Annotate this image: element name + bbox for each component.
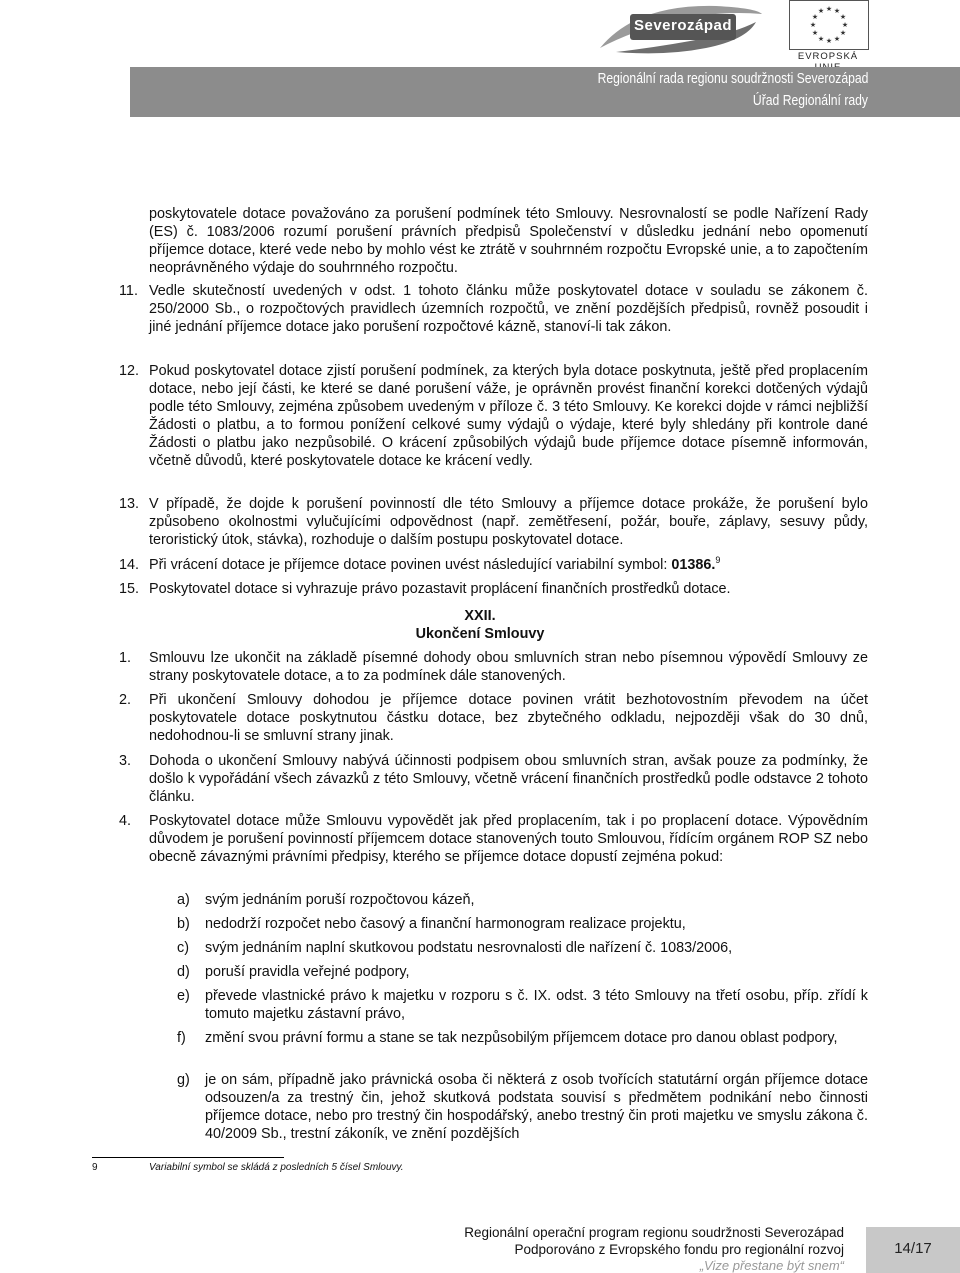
svg-text:★: ★ xyxy=(839,13,847,21)
eu-flag-icon xyxy=(789,0,869,50)
header-bar xyxy=(130,67,960,117)
svg-text:★: ★ xyxy=(825,5,833,13)
svg-text:★: ★ xyxy=(811,13,819,21)
footer-fund: Podporováno z Evropského fondu pro regionální rozvoj xyxy=(514,1242,844,1257)
subitem-label: c) xyxy=(177,940,189,956)
page-number-box xyxy=(866,1227,960,1273)
svg-text:★: ★ xyxy=(841,21,849,29)
footnote-text: Variabilní symbol se skládá z posledních 5 čísel Smlouvy. xyxy=(149,1162,404,1173)
footnote-number: 9 xyxy=(92,1162,98,1173)
subitem-text: svým jednáním poruší rozpočtovou kázeň, xyxy=(205,892,475,908)
item-text: Pokud poskytovatel dotace zjistí porušení podmínek, za kterých byla dotace poskytnuta, ještě před proplacením dotace, nebo její části, ke které se dané porušení váže, je oprávněn provést finanční korekci dotčených výdajů podle této Smlouvy, zejména způsobem uvedeným v příloze č. 3 této Smlouvy. Ke korekci dojde v rámci nejbližší Žádosti o platbu, a to formou ponížení celkové sumy výdajů o výdaje, které byly shledány při kontrole dané Žádosti o platbu jako nezpůsobilé. O krácení způsobilých výdajů bude příjemce dotace písemně informován, včetně důvodů, které poskytovatele dotace ke krácení vedly. xyxy=(149,363,868,469)
item-text: Poskytovatel dotace si vyhrazuje právo pozastavit proplácení finančních prostředků dotace. xyxy=(149,581,731,597)
page-number: 14/17 xyxy=(894,1240,932,1257)
subitem-label: f) xyxy=(177,1030,186,1046)
subitem-text: je on sám, případně jako právnická osoba či některá z osob tvořících statutární orgán příjemce dotace odsouzen/a za trestný čin, jehož skutková podstata souvisí s předmětem podnikání nebo činnosti příjemce dotace, nebo pro trestný čin hospodářský, anebo trestný čin proti majetku ve smyslu zákona č. 40/2009 Sb., trestní zákoník, ve znění pozdějších xyxy=(205,1072,868,1142)
eu-logo xyxy=(786,0,870,62)
section-title: Ukončení Smlouvy xyxy=(415,626,545,642)
item-number: 4. xyxy=(119,813,132,829)
svg-text:★: ★ xyxy=(839,29,847,37)
item-text: Dohoda o ukončení Smlouvy nabývá účinnosti podpisem obou smluvních stran, avšak pouze za podmínky, že došlo k vypořádání všech závazků z této Smlouvy, včetně vrácení finančních prostředků podle odstavce 2 tohoto článku. xyxy=(149,753,868,805)
subitem-text: změní svou právní formu a stane se tak nezpůsobilým příjemcem dotace pro danou oblast podpory, xyxy=(205,1030,838,1046)
svg-text:★: ★ xyxy=(809,21,817,29)
subitem-label: g) xyxy=(177,1072,190,1088)
subitem-text: poruší pravidla veřejné podpory, xyxy=(205,964,410,980)
footnote-divider xyxy=(92,1157,284,1158)
svg-text:★: ★ xyxy=(825,37,833,45)
subitem-text: svým jednáním naplní skutkovou podstatu nesrovnalosti dle nařízení č. 1083/2006, xyxy=(205,940,733,956)
item-text: Vedle skutečností uvedených v odst. 1 tohoto článku může poskytovatel dotace v souladu se zákonem č. 250/2000 Sb., o rozpočtových pravidlech územních rozpočtů, ve znění pozdějších předpisů, rovněž posoudit i jiné jednání příjemce dotace jako porušení rozpočtové kázně, stanoví-li tak zákon. xyxy=(149,283,868,335)
item-number: 3. xyxy=(119,753,132,769)
section-number: XXII. xyxy=(464,608,496,624)
header-subtitle: Úřad Regionální rady xyxy=(752,93,868,109)
subitem-label: b) xyxy=(177,916,190,932)
subitem-text: převede vlastnické právo k majetku v rozporu s č. IX. odst. 3 této Smlouvy na třetí osobu, příp. zřídí k tomuto majetku zástavní právo, xyxy=(205,988,868,1022)
subitem-text: nedodrží rozpočet nebo časový a finanční harmonogram realizace projektu, xyxy=(205,916,686,932)
item-text: V případě, že dojde k porušení povinností dle této Smlouvy a příjemce dotace prokáže, že porušení bylo způsobeno okolnostmi vylučujícími odpovědnost (např. zemětřesení, požár, bouře, záplavy, sesuvy půdy, teroristický útok, stávka), rozhoduje o dalším postupu poskytovatel dotace. xyxy=(149,496,868,548)
svg-text:★: ★ xyxy=(811,29,819,37)
intro-paragraph: poskytovatele dotace považováno za porušení podmínek této Smlouvy. Nesrovnalostí se podle Nařízení Rady (ES) č. 1083/2006 rozumí porušení právních předpisů Společenství v důsledku jednání nebo opomenutí příjemce dotace, které vede nebo by mohlo vést ke ztrátě v souhrnném rozpočtu Evropské unie, a to započtením neoprávněného výdaje do souhrnného rozpočtu. xyxy=(149,206,868,276)
footer-program: Regionální operační program regionu soudržnosti Severozápad xyxy=(464,1225,844,1240)
item-number: 11. xyxy=(119,283,138,299)
item-text xyxy=(149,556,868,574)
severozapad-logo-text: Severozápad xyxy=(633,17,733,34)
footnote-ref: 9 xyxy=(715,555,721,566)
svg-text:★: ★ xyxy=(833,7,841,15)
eu-label: EVROPSKÁ xyxy=(797,51,859,62)
item-number: 1. xyxy=(119,650,132,666)
subitem-label: a) xyxy=(177,892,190,908)
subitem-label: e) xyxy=(177,988,190,1004)
variable-symbol: 01386. xyxy=(671,557,716,573)
item-number: 14. xyxy=(119,557,140,573)
svg-text:★: ★ xyxy=(833,35,841,43)
item-number: 15. xyxy=(119,581,140,597)
item-text-main: Při vrácení dotace je příjemce dotace povinen uvést následující variabilní symbol: xyxy=(149,557,668,573)
item-number: 13. xyxy=(119,496,140,512)
item-text: Smlouvu lze ukončit na základě písemné dohody obou smluvních stran nebo písemnou výpovědí Smlouvy ze strany poskytovatele dotace, a to za podmínek dále stanovených. xyxy=(149,650,868,684)
subitem-label: d) xyxy=(177,964,190,980)
svg-text:★: ★ xyxy=(817,7,825,15)
footer-motto: „Vize přestane být snem“ xyxy=(699,1258,844,1273)
header-title: Regionální rada regionu soudržnosti Severozápad xyxy=(597,71,868,87)
svg-text:★: ★ xyxy=(817,35,825,43)
severozapad-logo xyxy=(596,0,764,58)
item-text: Poskytovatel dotace může Smlouvu vypovědět jak před proplacením, tak i po proplacení dotace. Výpovědním důvodem je porušení povinností příjemcem dotace stanovených touto Smlouvou, řídícím orgánem ROP SZ nebo obecně závaznými právními předpisy, kterého se příjemce dotace dopustí zejména pokud: xyxy=(149,813,868,865)
item-text: Při ukončení Smlouvy dohodou je příjemce dotace povinen vrátit bezhotovostním převodem na účet poskytovatele dotace poskytnutou částku dotace, bez zbytečného odkladu, nejpozději však do 30 dnů, nedohodnou-li se smluvní strany jinak. xyxy=(149,692,868,744)
item-number: 2. xyxy=(119,692,132,708)
item-number: 12. xyxy=(119,363,140,379)
